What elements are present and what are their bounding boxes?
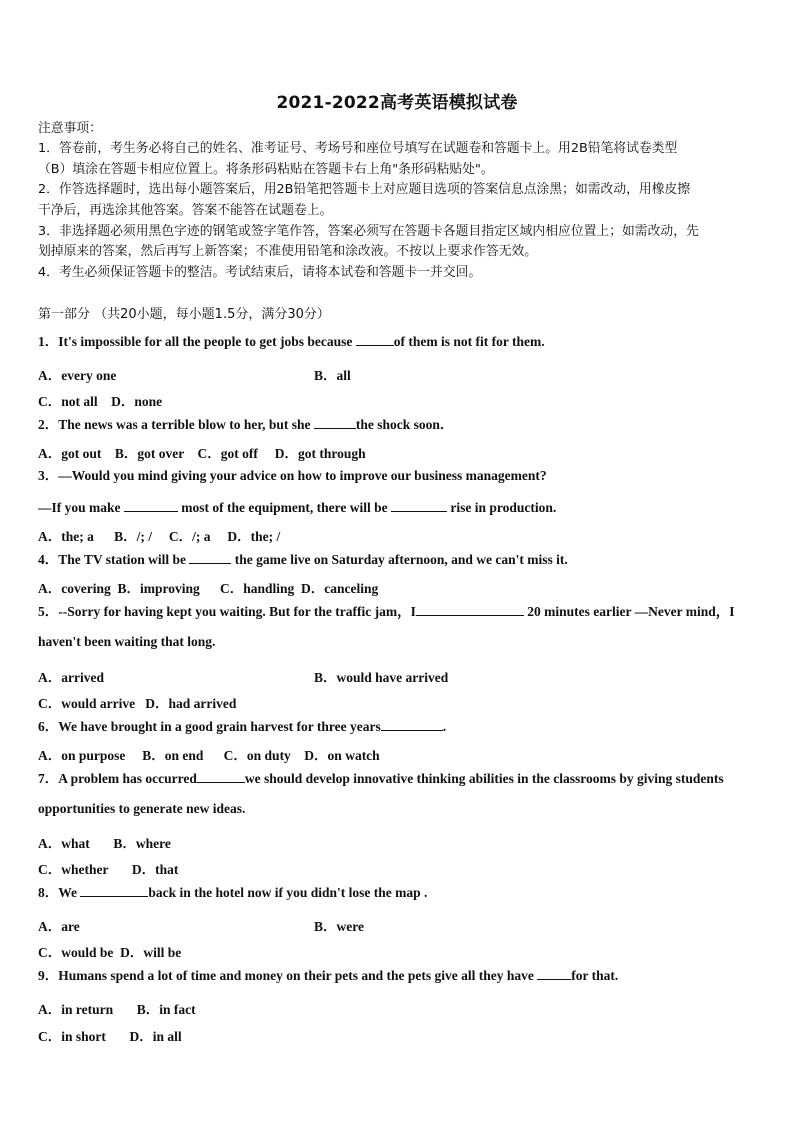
answer-blank — [197, 770, 245, 783]
q7-option-a-b: A．what B．where — [38, 836, 171, 851]
q9-option-a-b: A．in return B．in fact — [38, 1002, 196, 1017]
q2-options: A．got out B．got over C．got off D．got through — [38, 446, 366, 461]
notice-line-4: 干净后，再选涂其他答案。答案不能答在试题卷上。 — [38, 203, 333, 218]
question-9: 9．Humans spend a lot of time and money on their pets and the pets give all they have for that. — [38, 968, 619, 983]
question-5-line-2: haven't been waiting that long. — [38, 634, 216, 649]
q5-option-c-d: C．would arrive D．had arrived — [38, 696, 237, 711]
q6-options: A．on purpose B．on end C．on duty D．on watch — [38, 748, 380, 763]
q8-option-a: A．are — [38, 919, 80, 934]
question-5-line-1: 5．--Sorry for having kept you waiting. But for the traffic jam，I 20 minutes earlier —Never mind，I — [38, 604, 735, 619]
answer-blank — [124, 499, 178, 512]
q1-option-c-d: C．not all D．none — [38, 394, 163, 409]
answer-blank — [537, 967, 571, 980]
question-3-reply: —If you make most of the equipment, there will be rise in production. — [38, 500, 557, 515]
q5-option-b: B．would have arrived — [314, 670, 449, 685]
q7-option-c-d: C．whether D．that — [38, 862, 179, 877]
question-6: 6．We have brought in a good grain harvest for three years . — [38, 719, 447, 734]
section-heading: 第一部分 （共20小题，每小题1.5分，满分30分） — [38, 307, 330, 322]
question-4: 4．The TV station will be the game live on Saturday afternoon, and we can't miss it. — [38, 552, 568, 567]
question-1: 1．It's impossible for all the people to get jobs because of them is not fit for them. — [38, 334, 545, 349]
q9-option-c-d: C．in short D．in all — [38, 1029, 182, 1044]
q8-option-b: B．were — [314, 919, 364, 934]
notice-line-5: 3．非选择题必须用黑色字迹的钢笔或签字笔作答，答案必须写在答题卡各题目指定区域内相应位置上；如需改动，先 — [38, 224, 699, 239]
answer-blank — [356, 333, 394, 346]
exam-title: 2021-2022高考英语模拟试卷 — [276, 93, 518, 113]
notice-line-2: （B）填涂在答题卡相应位置上。将条形码粘贴在答题卡右上角"条形码粘贴处"。 — [38, 162, 494, 177]
question-2: 2．The news was a terrible blow to her, but she the shock soon． — [38, 417, 454, 432]
notice-line-6: 划掉原来的答案，然后再写上新答案；不准使用铅笔和涂改液。不按以上要求作答无效。 — [38, 244, 538, 259]
q4-options: A．covering B．improving C．handling D．canceling — [38, 581, 379, 596]
answer-blank — [80, 884, 148, 897]
notice-heading: 注意事项： — [38, 121, 102, 136]
notice-line-1: 1．答卷前，考生务必将自己的姓名、准考证号、考场号和座位号填写在试题卷和答题卡上。用2B铅笔将试卷类型 — [38, 141, 678, 156]
q3-options: A．the; a B．/; / C．/; a D．the; / — [38, 529, 281, 544]
answer-blank — [391, 499, 447, 512]
question-7-line-2: opportunities to generate new ideas. — [38, 801, 246, 816]
q8-option-c-d: C．would be D．will be — [38, 945, 182, 960]
q1-option-b: B．all — [314, 368, 351, 383]
question-3-prompt: 3．—Would you mind giving your advice on how to improve our business management? — [38, 468, 547, 483]
notice-line-3: 2．作答选择题时，选出每小题答案后，用2B铅笔把答题卡上对应题目选项的答案信息点涂黑；如需改动，用橡皮擦 — [38, 182, 691, 197]
notice-line-7: 4．考生必须保证答题卡的整洁。考试结束后，请将本试卷和答题卡一并交回。 — [38, 265, 482, 280]
q5-option-a: A．arrived — [38, 670, 104, 685]
answer-blank — [314, 416, 356, 429]
answer-blank — [189, 551, 231, 564]
question-7-line-1: 7．A problem has occurred we should develop innovative thinking abilities in the classrooms by giving students — [38, 771, 724, 786]
answer-blank — [381, 718, 443, 731]
q1-option-a: A．every one — [38, 368, 117, 383]
answer-blank — [416, 603, 524, 616]
question-8: 8．We back in the hotel now if you didn't lose the map . — [38, 885, 428, 900]
